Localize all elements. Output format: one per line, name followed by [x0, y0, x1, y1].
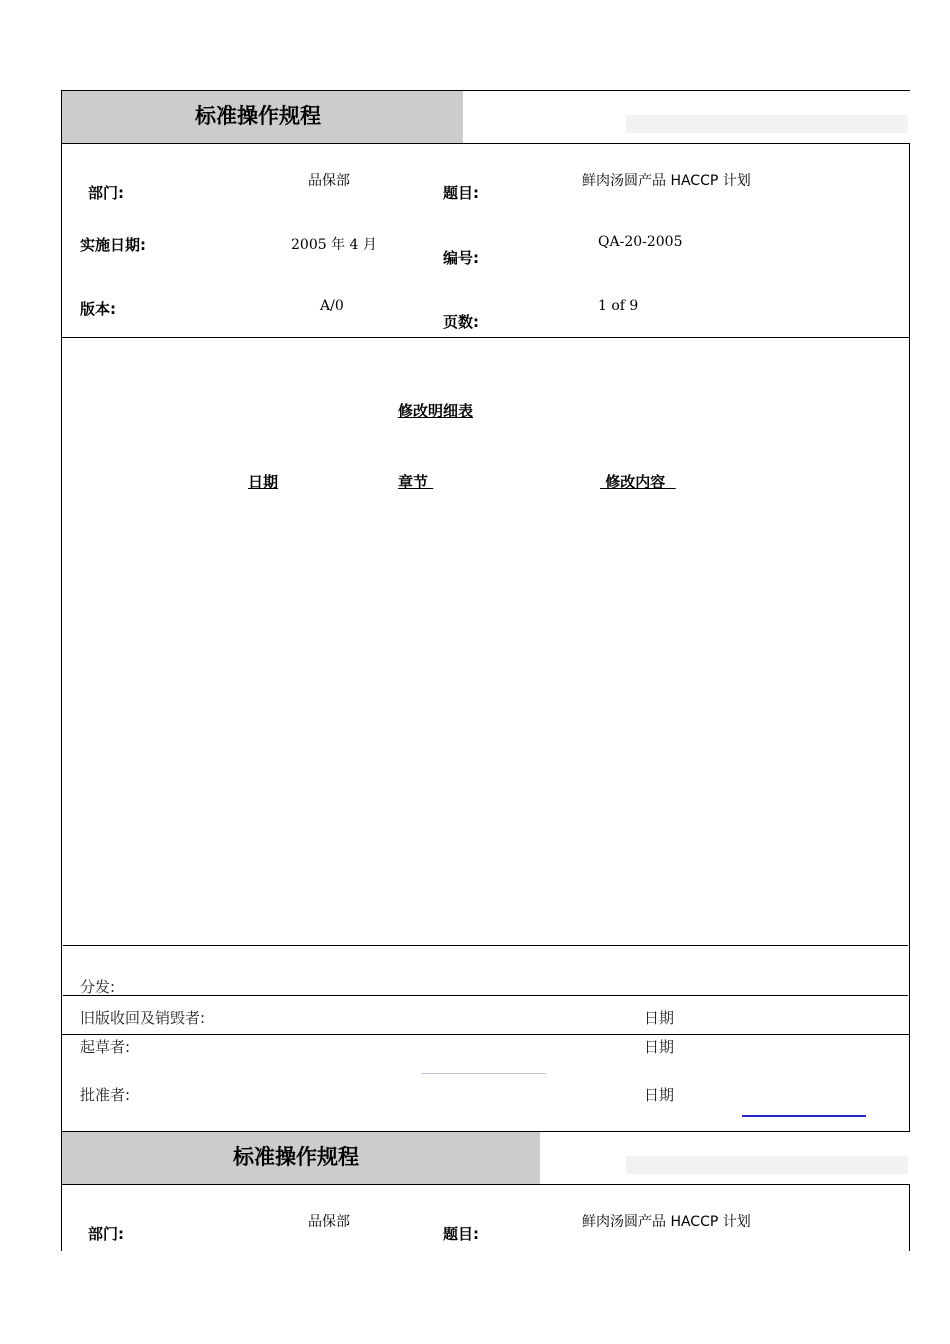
header-strip-2 — [626, 1156, 908, 1174]
pages-value: 1 of 9 — [598, 298, 639, 314]
right-border — [909, 143, 910, 1132]
page-cutoff — [0, 1251, 950, 1344]
recall-label: 旧版收回及销毁者: — [80, 1009, 206, 1027]
approver-date-line — [742, 1115, 866, 1117]
left-border-2 — [61, 1131, 62, 1251]
header-strip — [626, 115, 908, 133]
drafter-date-label: 日期 — [644, 1038, 675, 1056]
left-border — [61, 90, 62, 1132]
code-label: 编号: — [443, 249, 479, 267]
approver-date-label: 日期 — [644, 1086, 675, 1104]
revision-col-content — [600, 471, 676, 492]
department-label-2: 部门: — [88, 1225, 124, 1243]
subject-label-2: 题目: — [443, 1225, 479, 1243]
subject-value-2: 鲜肉汤圆产品 HACCP 计划 — [582, 1214, 751, 1230]
recall-date-label: 日期 — [644, 1009, 675, 1027]
department-label: 部门: — [88, 184, 124, 202]
page-title: 标准操作规程 — [195, 104, 321, 128]
code-value: QA-20-2005 — [598, 234, 683, 250]
recall-rule — [61, 1034, 910, 1035]
department-value: 品保部 — [308, 173, 350, 189]
effective-date-value: 2005 年 4 月 — [291, 237, 377, 253]
version-label: 版本: — [80, 300, 116, 318]
approver-label: 批准者: — [80, 1086, 131, 1104]
drafter-signature-line — [421, 1073, 546, 1074]
subject-label: 题目: — [443, 184, 479, 202]
info-box-top-2 — [61, 1184, 910, 1185]
pages-label: 页数: — [443, 313, 479, 331]
footer-top-rule — [63, 945, 908, 946]
distribution-label: 分发: — [80, 978, 116, 996]
revision-table-title: 修改明细表 — [398, 402, 474, 420]
department-value-2: 品保部 — [308, 1214, 350, 1230]
drafter-label: 起草者: — [80, 1038, 131, 1056]
info-box-top — [61, 143, 910, 144]
revision-col-content-text: 修改内容 — [605, 473, 666, 491]
subject-value: 鲜肉汤圆产品 HACCP 计划 — [582, 173, 751, 189]
info-box-bottom — [61, 337, 910, 338]
revision-col-section-text: 章节 — [398, 473, 429, 491]
revision-col-date: 日期 — [248, 473, 279, 491]
revision-col-section — [398, 471, 433, 492]
right-border-2 — [909, 1184, 910, 1251]
distribution-rule — [63, 995, 908, 996]
version-value: A/0 — [320, 298, 344, 314]
effective-date-label: 实施日期: — [80, 236, 146, 254]
page-title-2: 标准操作规程 — [233, 1145, 359, 1169]
